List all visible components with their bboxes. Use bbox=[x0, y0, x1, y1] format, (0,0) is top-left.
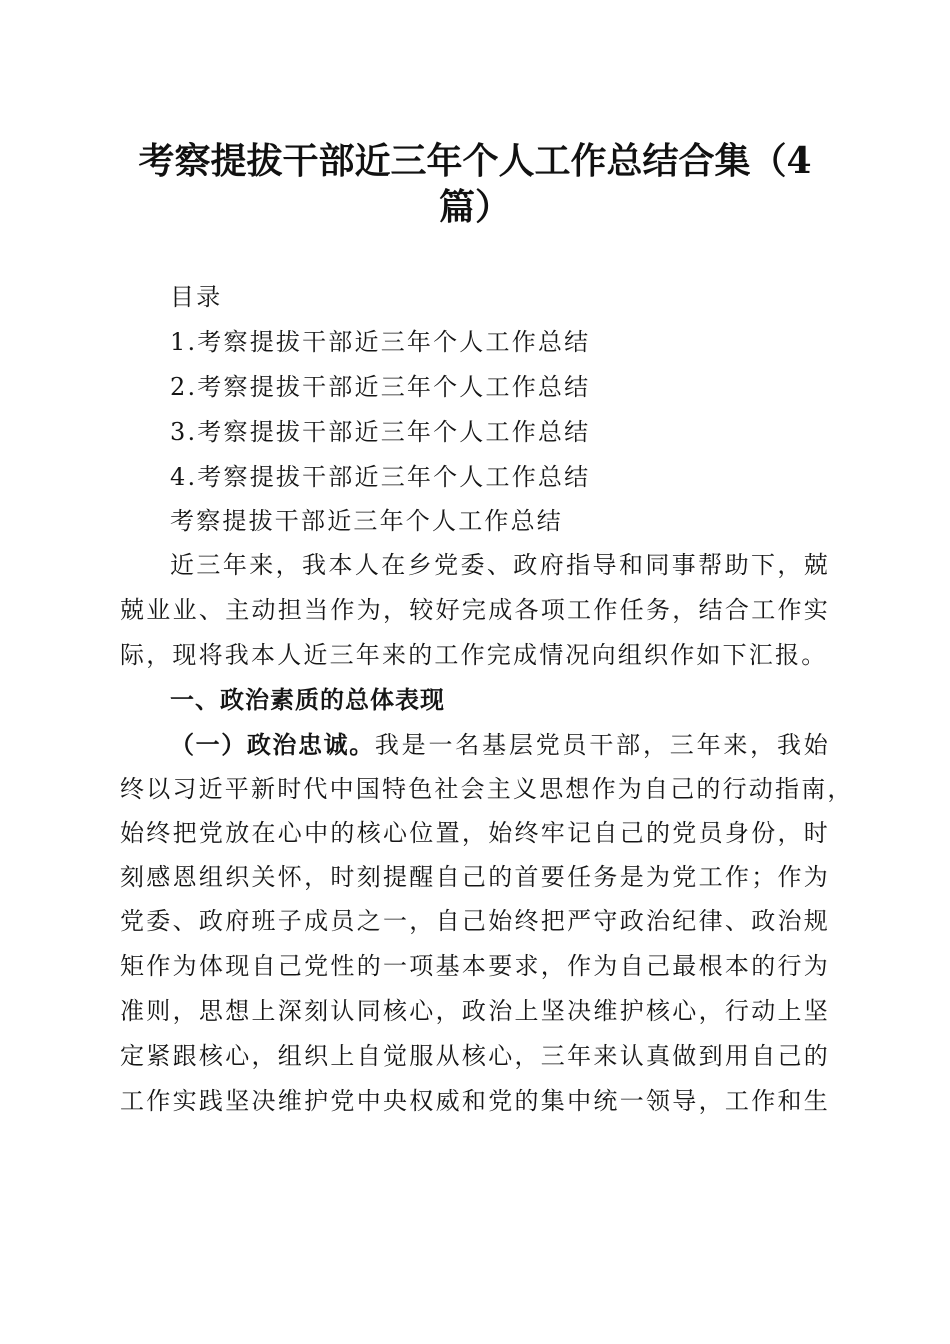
sub1-first-line bbox=[170, 730, 830, 760]
toc-item-1[interactable]: 1.考察提拔干部近三年个人工作总结 bbox=[170, 328, 591, 356]
toc-item-4[interactable]: 4.考察提拔干部近三年个人工作总结 bbox=[170, 463, 591, 491]
toc-item-3[interactable]: 3.考察提拔干部近三年个人工作总结 bbox=[170, 418, 591, 446]
title-line-1: 考察提拔干部近三年个人工作总结合集（4 bbox=[138, 140, 812, 182]
intro-line-2: 兢业业、主动担当作为，较好完成各项工作任务，结合工作实 bbox=[120, 596, 830, 624]
section-heading-1: 一、政治素质的总体表现 bbox=[170, 686, 445, 714]
title-line-2: 篇） bbox=[438, 186, 511, 228]
sub1-line-6: 矩作为体现自己党性的一项基本要求，作为自己最根本的行为 bbox=[120, 952, 830, 980]
sub1-line-8: 定紧跟核心，组织上自觉服从核心，三年来认真做到用自己的 bbox=[120, 1042, 830, 1070]
sub1-line-3: 始终把党放在心中的核心位置，始终牢记自己的党员身份，时 bbox=[120, 819, 830, 847]
document-title bbox=[120, 138, 830, 230]
sub1-line-7: 准则，思想上深刻认同核心，政治上坚决维护核心，行动上坚 bbox=[120, 997, 830, 1025]
intro-line-1: 近三年来，我本人在乡党委、政府指导和同事帮助下，兢 bbox=[170, 551, 830, 579]
sub1-line-9: 工作实践坚决维护党中央权威和党的集中统一领导，工作和生 bbox=[120, 1087, 830, 1115]
sub1-first-line-text: 我是一名基层党员干部，三年来，我始 bbox=[374, 731, 831, 759]
sub1-line-2: 终以习近平新时代中国特色社会主义思想作为自己的行动指南， bbox=[120, 775, 854, 803]
toc-item-2[interactable]: 2.考察提拔干部近三年个人工作总结 bbox=[170, 373, 591, 401]
sub1-line-4: 刻感恩组织关怀，时刻提醒自己的首要任务是为党工作；作为 bbox=[120, 863, 830, 891]
article-title: 考察提拔干部近三年个人工作总结 bbox=[170, 507, 563, 535]
sub1-line-5: 党委、政府班子成员之一，自己始终把严守政治纪律、政治规 bbox=[120, 907, 830, 935]
toc-label: 目录 bbox=[170, 283, 223, 311]
sub1-label: （一）政治忠诚。 bbox=[170, 731, 375, 759]
intro-line-3: 际，现将我本人近三年来的工作完成情况向组织作如下汇报。 bbox=[120, 641, 828, 669]
